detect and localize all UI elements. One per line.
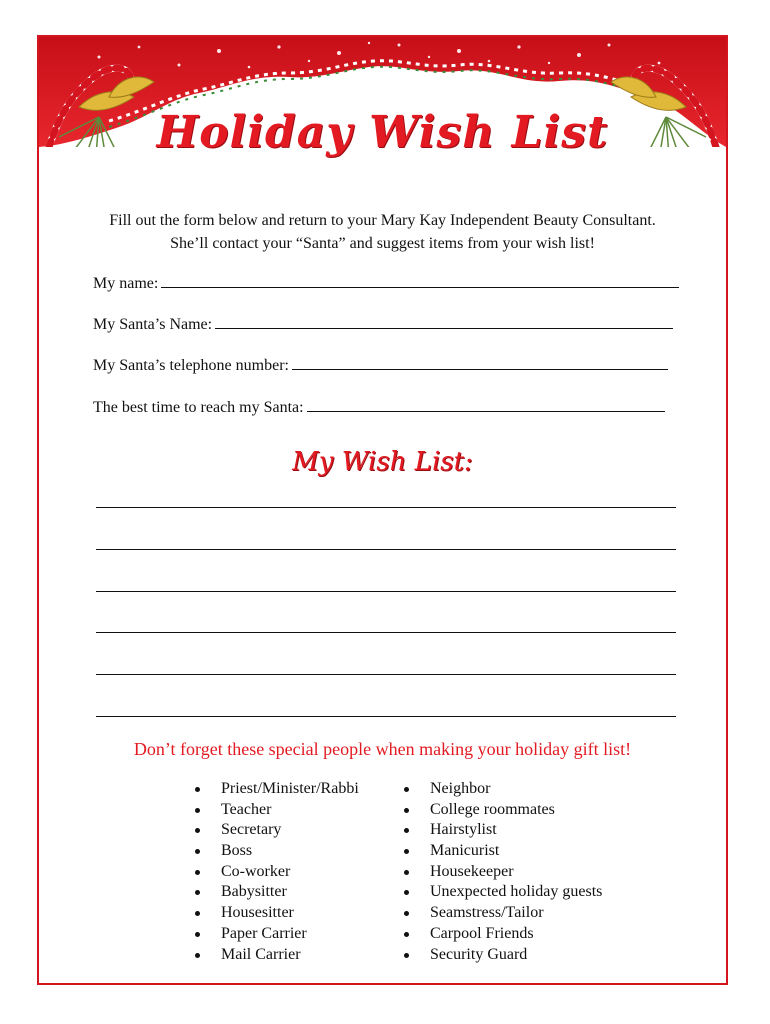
list-item: Boss [195, 841, 359, 862]
wish-line[interactable] [96, 549, 676, 550]
bullet-icon [195, 787, 200, 792]
people-list-left [195, 779, 359, 965]
bullet-icon [195, 932, 200, 937]
wish-line[interactable] [96, 591, 676, 592]
bullet-icon [404, 849, 409, 854]
my-name-label: My name: [93, 275, 159, 292]
santa-name-label: My Santa’s Name: [93, 316, 213, 333]
wish-list-page [37, 35, 728, 985]
wish-line[interactable] [96, 674, 676, 675]
list-item: Manicurist [404, 841, 602, 862]
intro-line-2: She’ll contact your “Santa” and suggest items from your wish list! [170, 235, 595, 252]
bullet-icon [404, 953, 409, 958]
intro-text [39, 209, 726, 255]
bullet-icon [195, 808, 200, 813]
bullet-icon [195, 849, 200, 854]
wish-list-title: My Wish List: [292, 447, 473, 477]
wish-line[interactable] [96, 632, 676, 633]
bullet-icon [195, 870, 200, 875]
bullet-icon [404, 808, 409, 813]
my-name-field [93, 273, 679, 293]
list-item: College roommates [404, 800, 602, 821]
list-item: Carpool Friends [404, 924, 602, 945]
bullet-icon [404, 911, 409, 916]
santa-phone-field [93, 355, 668, 375]
list-item: Hairstylist [404, 820, 602, 841]
list-item: Unexpected holiday guests [404, 882, 602, 903]
list-item: Neighbor [404, 779, 602, 800]
santa-name-input-line[interactable] [215, 314, 673, 329]
wish-line[interactable] [96, 507, 676, 508]
bullet-icon [195, 890, 200, 895]
list-item: Mail Carrier [195, 945, 359, 966]
best-time-field [93, 397, 665, 417]
list-item: Paper Carrier [195, 924, 359, 945]
bullet-icon [404, 890, 409, 895]
list-item: Seamstress/Tailor [404, 903, 602, 924]
santa-name-field [93, 314, 673, 334]
santa-phone-label: My Santa’s telephone number: [93, 357, 289, 374]
bullet-icon [195, 828, 200, 833]
list-item: Security Guard [404, 945, 602, 966]
bullet-icon [404, 828, 409, 833]
list-item: Co-worker [195, 862, 359, 883]
bullet-icon [404, 870, 409, 875]
wish-line[interactable] [96, 716, 676, 717]
santa-phone-input-line[interactable] [292, 355, 668, 370]
page-title: Holiday Wish List [156, 107, 609, 158]
bullet-icon [404, 932, 409, 937]
people-list-right [404, 779, 602, 965]
my-name-input-line[interactable] [161, 273, 679, 288]
list-item: Housesitter [195, 903, 359, 924]
list-item: Secretary [195, 820, 359, 841]
bullet-icon [195, 911, 200, 916]
bullet-icon [195, 953, 200, 958]
list-item: Housekeeper [404, 862, 602, 883]
best-time-label: The best time to reach my Santa: [93, 399, 304, 416]
bullet-icon [404, 787, 409, 792]
best-time-input-line[interactable] [307, 397, 665, 412]
intro-line-1: Fill out the form below and return to your Mary Kay Independent Beauty Consultant. [109, 212, 656, 229]
list-item: Teacher [195, 800, 359, 821]
list-item: Babysitter [195, 882, 359, 903]
reminder-text: Don’t forget these special people when making your holiday gift list! [133, 739, 632, 759]
list-item: Priest/Minister/Rabbi [195, 779, 359, 800]
